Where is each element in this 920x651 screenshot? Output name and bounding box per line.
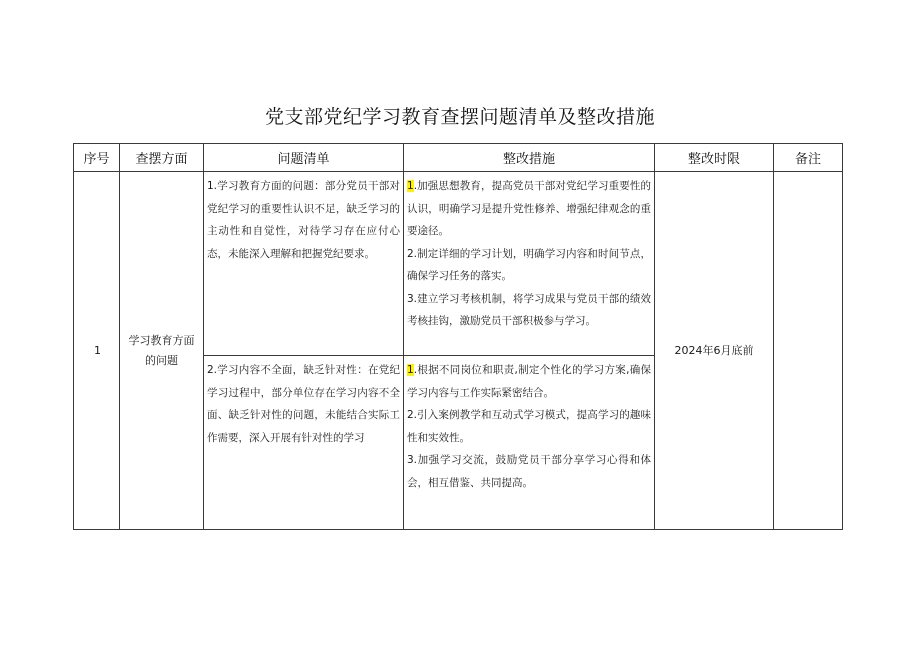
header-measures: 整改措施	[404, 144, 655, 172]
measure-item: 2.制定详细的学习计划，明确学习内容和时间节点，确保学习任务的落实。	[407, 247, 651, 282]
measure-item: 3.加强学习交流，鼓励党员干部分享学习心得和体会，相互借鉴、共同提高。	[407, 454, 651, 489]
remark-cell	[774, 172, 843, 530]
highlighted-number: 1	[407, 180, 414, 192]
header-issues: 问题清单	[204, 144, 404, 172]
page-title: 党支部党纪学习教育查摆问题清单及整改措施	[264, 106, 655, 128]
header-aspect: 查摆方面	[120, 144, 204, 172]
measures-cell	[404, 356, 655, 530]
issue-cell: 2.学习内容不全面，缺乏针对性：在党纪学习过程中，部分单位存在学习内容不全面、缺乏针对性的问题，未能结合实际工作需要，深入开展有针对性的学习	[204, 356, 404, 530]
header-remark: 备注	[774, 144, 843, 172]
table-header-row	[74, 144, 843, 172]
measures-cell	[404, 172, 655, 356]
header-seq: 序号	[74, 144, 120, 172]
highlighted-number: 1	[407, 364, 414, 376]
seq-cell: 1	[74, 172, 120, 530]
header-deadline: 整改时限	[655, 144, 774, 172]
measure-item: 3.建立学习考核机制，将学习成果与党员干部的绩效考核挂钩，激励党员干部积极参与学习。	[407, 292, 651, 327]
issue-rectification-table	[73, 143, 843, 530]
issue-cell: 1.学习教育方面的问题：部分党员干部对党纪学习的重要性认识不足，缺乏学习的主动性和自觉性，对待学习存在应付心态，未能深入理解和把握党纪要求。	[204, 172, 404, 356]
measure-item: 1.根据不同岗位和职责,制定个性化的学习方案,确保学习内容与工作实际紧密结合。	[407, 364, 651, 399]
measure-item: 1.加强思想教育，提高党员干部对党纪学习重要性的认识，明确学习是提升党性修养、增强纪律观念的重要途径。	[407, 180, 651, 237]
table-row	[74, 172, 843, 356]
aspect-cell: 学习教育方面的问题	[120, 172, 204, 530]
deadline-cell: 2024年6月底前	[655, 172, 774, 530]
measure-item: 2.引入案例教学和互动式学习模式，提高学习的趣味性和实效性。	[407, 409, 651, 444]
